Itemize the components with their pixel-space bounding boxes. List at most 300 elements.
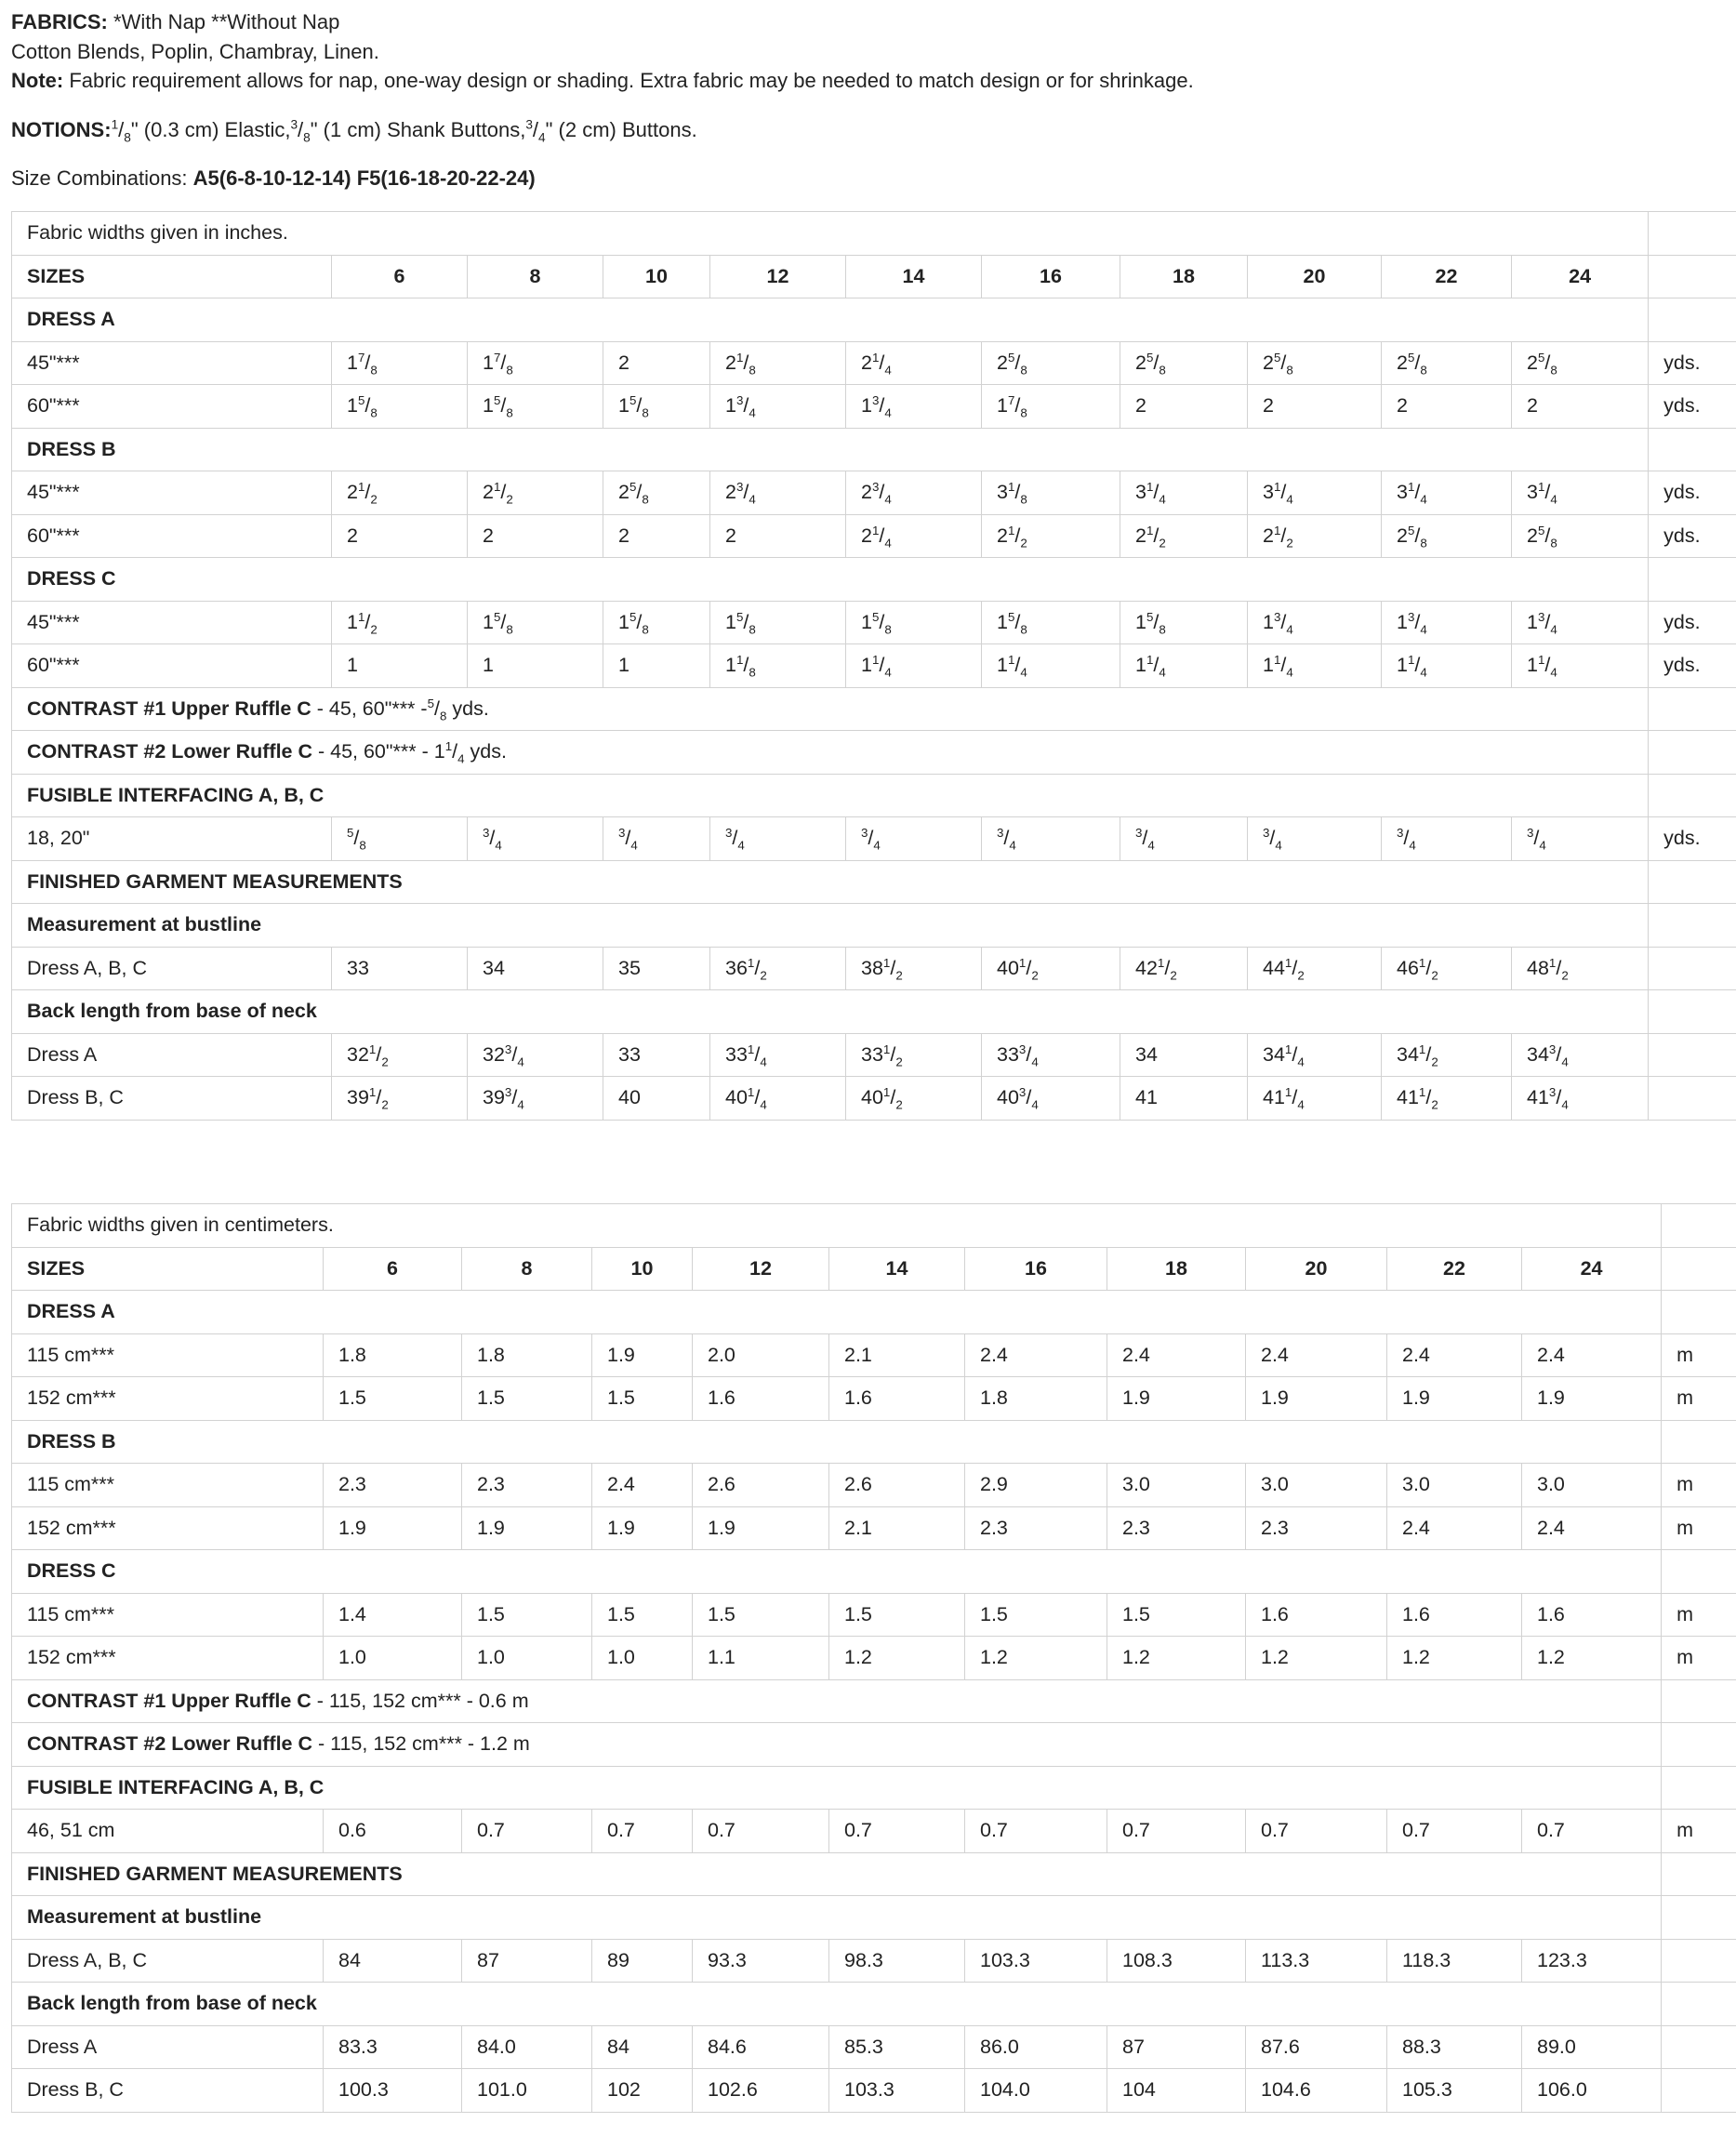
centimeters-yardage-table	[11, 1203, 1736, 2113]
value-cell: 2.9	[965, 1464, 1107, 1507]
value-cell: $1^1/_2$	[332, 601, 468, 644]
value-cell: 84	[324, 1939, 462, 1983]
value-cell: 2.3	[965, 1506, 1107, 1550]
value-cell: 1.9	[324, 1506, 462, 1550]
section-header-row	[12, 1896, 1736, 1940]
section-header: Measurement at bustline	[12, 1896, 1662, 1940]
table-row	[12, 471, 1736, 515]
unit-cell	[1649, 904, 1736, 948]
value-cell: 33	[603, 1033, 710, 1077]
value-cell: $^3/_4$	[846, 817, 982, 861]
unit-cell: yds.	[1649, 644, 1736, 688]
value-cell: 102.6	[693, 2069, 829, 2113]
unit-cell	[1649, 990, 1736, 1034]
value-cell: $40^3/_4$	[982, 1077, 1120, 1121]
row-label: 45"***	[12, 601, 332, 644]
row-label: 60"***	[12, 644, 332, 688]
value-cell: $3^1/_8$	[982, 471, 1120, 515]
table-caption: Fabric widths given in inches.	[12, 212, 1649, 256]
size-header-cell: 16	[965, 1247, 1107, 1291]
value-cell: $2^5/_8$	[982, 341, 1120, 385]
value-cell: 2	[468, 514, 603, 558]
row-label: 115 cm***	[12, 1593, 324, 1637]
section-header-row	[12, 1983, 1736, 2026]
value-cell: 2.0	[693, 1333, 829, 1377]
table-row	[12, 2069, 1736, 2113]
row-label: 115 cm***	[12, 1333, 324, 1377]
value-cell: 3.0	[1107, 1464, 1246, 1507]
value-cell: 104	[1107, 2069, 1246, 2113]
section-header-row	[12, 428, 1736, 471]
contrast-note	[12, 1723, 1662, 1767]
section-header: DRESS C	[12, 1550, 1662, 1594]
table-row	[12, 1377, 1736, 1421]
unit-cell	[1649, 558, 1736, 602]
value-cell: $36^1/_2$	[710, 947, 846, 990]
value-cell: 2.6	[693, 1464, 829, 1507]
unit-cell	[1662, 2069, 1736, 2113]
section-header: Back length from base of neck	[12, 1983, 1662, 2026]
size-combinations-value: A5(6-8-10-12-14) F5(16-18-20-22-24)	[192, 166, 536, 190]
contrast-text: - 45, 60"*** - $1^1/_4$ yds.	[312, 739, 507, 766]
section-header-row	[12, 1291, 1736, 1334]
value-cell: $2^1/_2$	[332, 471, 468, 515]
table-row	[12, 601, 1736, 644]
contrast-label: CONTRAST #1 Upper Ruffle C	[27, 1689, 311, 1712]
value-cell: $^3/_4$	[982, 817, 1120, 861]
value-cell: $34^1/_2$	[1382, 1033, 1512, 1077]
value-cell: 113.3	[1246, 1939, 1387, 1983]
note-line	[11, 66, 1722, 96]
value-cell: $39^3/_4$	[468, 1077, 603, 1121]
value-cell: 88.3	[1387, 2025, 1522, 2069]
value-cell: 123.3	[1522, 1939, 1662, 1983]
section-header: FUSIBLE INTERFACING A, B, C	[12, 1766, 1662, 1810]
value-cell: 41	[1120, 1077, 1248, 1121]
value-cell: 2	[603, 341, 710, 385]
value-cell: $2^1/_2$	[982, 514, 1120, 558]
value-cell: $1^7/_8$	[982, 385, 1120, 429]
size-header-cell: 18	[1107, 1247, 1246, 1291]
value-cell: $1^1/_4$	[846, 644, 982, 688]
value-cell: 2	[710, 514, 846, 558]
table-row	[12, 341, 1736, 385]
value-cell: $1^1/_4$	[1248, 644, 1382, 688]
row-label: Dress A, B, C	[12, 947, 332, 990]
value-cell: 2	[1512, 385, 1649, 429]
value-cell: $2^1/_8$	[710, 341, 846, 385]
size-header-cell: 10	[603, 255, 710, 298]
value-cell: 3.0	[1246, 1464, 1387, 1507]
value-cell: 89	[592, 1939, 693, 1983]
table-row	[12, 1939, 1736, 1983]
value-cell: 105.3	[1387, 2069, 1522, 2113]
size-header-cell: 20	[1248, 255, 1382, 298]
value-cell: $1^3/_4$	[1512, 601, 1649, 644]
value-cell: 2.1	[829, 1506, 965, 1550]
value-cell: 33	[332, 947, 468, 990]
contrast-row	[12, 687, 1736, 731]
value-cell: 1.0	[462, 1637, 592, 1680]
unit-cell	[1649, 212, 1736, 256]
section-header: FUSIBLE INTERFACING A, B, C	[12, 774, 1649, 817]
section-header-row	[12, 558, 1736, 602]
value-cell: 2	[603, 514, 710, 558]
row-label: 45"***	[12, 471, 332, 515]
value-cell: $38^1/_2$	[846, 947, 982, 990]
value-cell: 1.4	[324, 1593, 462, 1637]
unit-cell	[1649, 860, 1736, 904]
table-row	[12, 1810, 1736, 1853]
size-header-cell: 22	[1382, 255, 1512, 298]
row-label: Dress A	[12, 1033, 332, 1077]
value-cell: $3^1/_4$	[1382, 471, 1512, 515]
table-row	[12, 644, 1736, 688]
value-cell: $1^3/_4$	[1248, 601, 1382, 644]
unit-cell	[1649, 428, 1736, 471]
value-cell: 1.2	[965, 1637, 1107, 1680]
sizes-label: SIZES	[12, 255, 332, 298]
value-cell: $2^5/_8$	[603, 471, 710, 515]
value-cell: 1.8	[965, 1377, 1107, 1421]
value-cell: $3^1/_4$	[1120, 471, 1248, 515]
unit-cell: m	[1662, 1810, 1736, 1853]
value-cell: $2^3/_4$	[846, 471, 982, 515]
value-cell: $1^5/_8$	[603, 601, 710, 644]
value-cell: 1.9	[1107, 1377, 1246, 1421]
section-header-row	[12, 1852, 1736, 1896]
value-cell: $1^7/_8$	[332, 341, 468, 385]
section-header-row	[12, 1550, 1736, 1594]
unit-cell	[1662, 1247, 1736, 1291]
value-cell: 0.7	[1522, 1810, 1662, 1853]
unit-cell	[1662, 1291, 1736, 1334]
table-row	[12, 1033, 1736, 1077]
value-cell: 2.3	[1107, 1506, 1246, 1550]
value-cell: 2.4	[965, 1333, 1107, 1377]
fabrics-list: Cotton Blends, Poplin, Chambray, Linen.	[11, 39, 379, 63]
value-cell: $1^3/_4$	[1382, 601, 1512, 644]
unit-cell	[1662, 1550, 1736, 1594]
unit-cell	[1662, 1896, 1736, 1940]
value-cell: 1.6	[829, 1377, 965, 1421]
value-cell: 101.0	[462, 2069, 592, 2113]
value-cell: 1.8	[462, 1333, 592, 1377]
value-cell: 1.1	[693, 1637, 829, 1680]
unit-cell	[1649, 298, 1736, 342]
value-cell: 104.6	[1246, 2069, 1387, 2113]
value-cell: 0.7	[693, 1810, 829, 1853]
value-cell: $44^1/_2$	[1248, 947, 1382, 990]
value-cell: 84.0	[462, 2025, 592, 2069]
size-header-cell: 12	[710, 255, 846, 298]
value-cell: 2.4	[592, 1464, 693, 1507]
value-cell: 118.3	[1387, 1939, 1522, 1983]
notions-label: NOTIONS:	[11, 117, 112, 141]
notions-line	[11, 115, 1722, 145]
value-cell: $2^1/_2$	[1120, 514, 1248, 558]
unit-cell	[1649, 774, 1736, 817]
value-cell: $48^1/_2$	[1512, 947, 1649, 990]
value-cell: 1.9	[1387, 1377, 1522, 1421]
table-row	[12, 2025, 1736, 2069]
value-cell: 1.0	[324, 1637, 462, 1680]
section-header-row	[12, 1766, 1736, 1810]
value-cell: 87	[462, 1939, 592, 1983]
contrast-label: CONTRAST #2 Lower Ruffle C	[27, 740, 312, 763]
value-cell: 1.6	[693, 1377, 829, 1421]
section-header: DRESS B	[12, 1420, 1662, 1464]
value-cell: 1.5	[592, 1377, 693, 1421]
table-row	[12, 1637, 1736, 1680]
size-header-cell: 22	[1387, 1247, 1522, 1291]
note-text: Fabric requirement allows for nap, one-way design or shading. Extra fabric may be needed to match design or for shrinkage.	[63, 69, 1194, 92]
value-cell: 2.4	[1387, 1506, 1522, 1550]
contrast-row	[12, 731, 1736, 775]
value-cell: $^5/_8$	[332, 817, 468, 861]
value-cell: 93.3	[693, 1939, 829, 1983]
value-cell: 1.9	[1246, 1377, 1387, 1421]
value-cell: 1	[468, 644, 603, 688]
value-cell: 2.4	[1522, 1333, 1662, 1377]
section-header: DRESS C	[12, 558, 1649, 602]
value-cell: 83.3	[324, 2025, 462, 2069]
value-cell: 103.3	[829, 2069, 965, 2113]
value-cell: $3^1/_4$	[1248, 471, 1382, 515]
section-header: Measurement at bustline	[12, 904, 1649, 948]
value-cell: 103.3	[965, 1939, 1107, 1983]
value-cell: 35	[603, 947, 710, 990]
size-combinations-label: Size Combinations:	[11, 166, 193, 190]
table-row	[12, 514, 1736, 558]
value-cell: $40^1/_4$	[710, 1077, 846, 1121]
row-label: 152 cm***	[12, 1506, 324, 1550]
value-cell: 2.4	[1246, 1333, 1387, 1377]
unit-cell	[1662, 1852, 1736, 1896]
value-cell: 98.3	[829, 1939, 965, 1983]
value-cell: 100.3	[324, 2069, 462, 2113]
table-row	[12, 1333, 1736, 1377]
size-header-cell: 12	[693, 1247, 829, 1291]
value-cell: $3^1/_4$	[1512, 471, 1649, 515]
value-cell: $1^1/_4$	[1512, 644, 1649, 688]
value-cell: $1^1/_8$	[710, 644, 846, 688]
unit-cell: m	[1662, 1333, 1736, 1377]
unit-cell	[1662, 1723, 1736, 1767]
value-cell: $2^1/_4$	[846, 341, 982, 385]
unit-cell	[1662, 1939, 1736, 1983]
size-header-cell: 24	[1522, 1247, 1662, 1291]
value-cell: $2^3/_4$	[710, 471, 846, 515]
unit-cell	[1649, 687, 1736, 731]
inches-yardage-table	[11, 211, 1736, 1121]
section-header: DRESS A	[12, 1291, 1662, 1334]
contrast-label: CONTRAST #2 Lower Ruffle C	[27, 1732, 312, 1756]
section-header-row	[12, 904, 1736, 948]
fabrics-label: FABRICS:	[11, 10, 108, 33]
value-cell: $1^5/_8$	[332, 385, 468, 429]
value-cell: $41^1/_4$	[1248, 1077, 1382, 1121]
table-row	[12, 1593, 1736, 1637]
value-cell: 2.4	[1107, 1333, 1246, 1377]
value-cell: $1^7/_8$	[468, 341, 603, 385]
contrast-label: CONTRAST #1 Upper Ruffle C	[27, 696, 311, 720]
value-cell: 1.2	[1387, 1637, 1522, 1680]
value-cell: $1^5/_8$	[710, 601, 846, 644]
contrast-note	[12, 687, 1649, 731]
value-cell: 2.4	[1522, 1506, 1662, 1550]
row-label: 60"***	[12, 385, 332, 429]
value-cell: $32^3/_4$	[468, 1033, 603, 1077]
sizes-label: SIZES	[12, 1247, 324, 1291]
contrast-note	[12, 731, 1649, 775]
value-cell: $^3/_4$	[1120, 817, 1248, 861]
unit-cell	[1649, 947, 1736, 990]
unit-cell: m	[1662, 1377, 1736, 1421]
row-label: Dress B, C	[12, 2069, 324, 2113]
sizes-header-row	[12, 1247, 1736, 1291]
unit-cell	[1662, 2025, 1736, 2069]
unit-cell	[1662, 1766, 1736, 1810]
table-row	[12, 1464, 1736, 1507]
value-cell: $33^1/_2$	[846, 1033, 982, 1077]
caption-row	[12, 1204, 1736, 1248]
value-cell: 87.6	[1246, 2025, 1387, 2069]
value-cell: $34^3/_4$	[1512, 1033, 1649, 1077]
caption-row	[12, 212, 1736, 256]
section-header: Back length from base of neck	[12, 990, 1649, 1034]
value-cell: $1^1/_4$	[1382, 644, 1512, 688]
value-cell: 2	[1382, 385, 1512, 429]
value-cell: 1.0	[592, 1637, 693, 1680]
notions-text: $^1/_8$" (0.3 cm) $Elastic,^3/_8$" (1 cm) Shank $Buttons,^3/_4$" (2 cm) Buttons.	[111, 117, 697, 144]
value-cell: $2^1/_2$	[1248, 514, 1382, 558]
unit-cell: m	[1662, 1637, 1736, 1680]
section-header-row	[12, 860, 1736, 904]
value-cell: 1.2	[1246, 1637, 1387, 1680]
size-header-cell: 6	[324, 1247, 462, 1291]
value-cell: $2^5/_8$	[1382, 514, 1512, 558]
value-cell: $1^3/_4$	[846, 385, 982, 429]
value-cell: 0.7	[1387, 1810, 1522, 1853]
value-cell: 84	[592, 2025, 693, 2069]
value-cell: 1	[332, 644, 468, 688]
contrast-row	[12, 1723, 1736, 1767]
value-cell: 1.8	[324, 1333, 462, 1377]
size-header-cell: 8	[468, 255, 603, 298]
value-cell: 0.6	[324, 1810, 462, 1853]
value-cell: $2^5/_8$	[1382, 341, 1512, 385]
section-header: FINISHED GARMENT MEASUREMENTS	[12, 860, 1649, 904]
row-label: 115 cm***	[12, 1464, 324, 1507]
value-cell: $34^1/_4$	[1248, 1033, 1382, 1077]
unit-cell	[1662, 1983, 1736, 2026]
table-caption: Fabric widths given in centimeters.	[12, 1204, 1662, 1248]
value-cell: 40	[603, 1077, 710, 1121]
value-cell: $2^1/_2$	[468, 471, 603, 515]
value-cell: 1.9	[592, 1333, 693, 1377]
unit-cell: yds.	[1649, 514, 1736, 558]
size-combinations-line	[11, 164, 1722, 193]
value-cell: 0.7	[592, 1810, 693, 1853]
table-row	[12, 947, 1736, 990]
value-cell: $1^1/_4$	[1120, 644, 1248, 688]
value-cell: $^3/_4$	[1382, 817, 1512, 861]
value-cell: $1^5/_8$	[846, 601, 982, 644]
value-cell: $2^5/_8$	[1248, 341, 1382, 385]
value-cell: 1.2	[1107, 1637, 1246, 1680]
unit-cell	[1649, 1077, 1736, 1121]
value-cell: 104.0	[965, 2069, 1107, 2113]
unit-cell	[1662, 1204, 1736, 1248]
table-row	[12, 1506, 1736, 1550]
value-cell: 2.6	[829, 1464, 965, 1507]
value-cell: 0.7	[1107, 1810, 1246, 1853]
unit-cell	[1649, 255, 1736, 298]
size-header-cell: 6	[332, 255, 468, 298]
size-header-cell: 20	[1246, 1247, 1387, 1291]
value-cell: 3.0	[1522, 1464, 1662, 1507]
unit-cell	[1662, 1420, 1736, 1464]
value-cell: $41^3/_4$	[1512, 1077, 1649, 1121]
fabrics-line	[11, 7, 1722, 37]
section-header: FINISHED GARMENT MEASUREMENTS	[12, 1852, 1662, 1896]
value-cell: $^3/_4$	[603, 817, 710, 861]
value-cell: 0.7	[965, 1810, 1107, 1853]
value-cell: 0.7	[1246, 1810, 1387, 1853]
table-row	[12, 1077, 1736, 1121]
value-cell: 2.4	[1387, 1333, 1522, 1377]
value-cell: 3.0	[1387, 1464, 1522, 1507]
value-cell: 86.0	[965, 2025, 1107, 2069]
value-cell: $46^1/_2$	[1382, 947, 1512, 990]
value-cell: $1^5/_8$	[603, 385, 710, 429]
value-cell: $2^5/_8$	[1120, 341, 1248, 385]
section-header-row	[12, 1420, 1736, 1464]
size-header-cell: 24	[1512, 255, 1649, 298]
sizes-header-row	[12, 255, 1736, 298]
value-cell: $^3/_4$	[710, 817, 846, 861]
value-cell: 85.3	[829, 2025, 965, 2069]
contrast-note	[12, 1679, 1662, 1723]
value-cell: $2^5/_8$	[1512, 341, 1649, 385]
value-cell: $1^5/_8$	[468, 601, 603, 644]
value-cell: 1.2	[829, 1637, 965, 1680]
table-row	[12, 817, 1736, 861]
note-label: Note:	[11, 69, 64, 92]
row-label: 152 cm***	[12, 1637, 324, 1680]
value-cell: 108.3	[1107, 1939, 1246, 1983]
value-cell: 1.5	[462, 1377, 592, 1421]
section-header-row	[12, 990, 1736, 1034]
value-cell: 1	[603, 644, 710, 688]
value-cell: $1^3/_4$	[710, 385, 846, 429]
value-cell: 1.5	[829, 1593, 965, 1637]
value-cell: $41^1/_2$	[1382, 1077, 1512, 1121]
unit-cell: yds.	[1649, 341, 1736, 385]
size-header-cell: 10	[592, 1247, 693, 1291]
value-cell: 34	[468, 947, 603, 990]
row-label: Dress B, C	[12, 1077, 332, 1121]
size-header-cell: 14	[846, 255, 982, 298]
value-cell: 1.2	[1522, 1637, 1662, 1680]
row-label: 152 cm***	[12, 1377, 324, 1421]
unit-cell: yds.	[1649, 471, 1736, 515]
value-cell: 1.9	[693, 1506, 829, 1550]
value-cell: $^3/_4$	[1248, 817, 1382, 861]
value-cell: 0.7	[462, 1810, 592, 1853]
value-cell: 87	[1107, 2025, 1246, 2069]
